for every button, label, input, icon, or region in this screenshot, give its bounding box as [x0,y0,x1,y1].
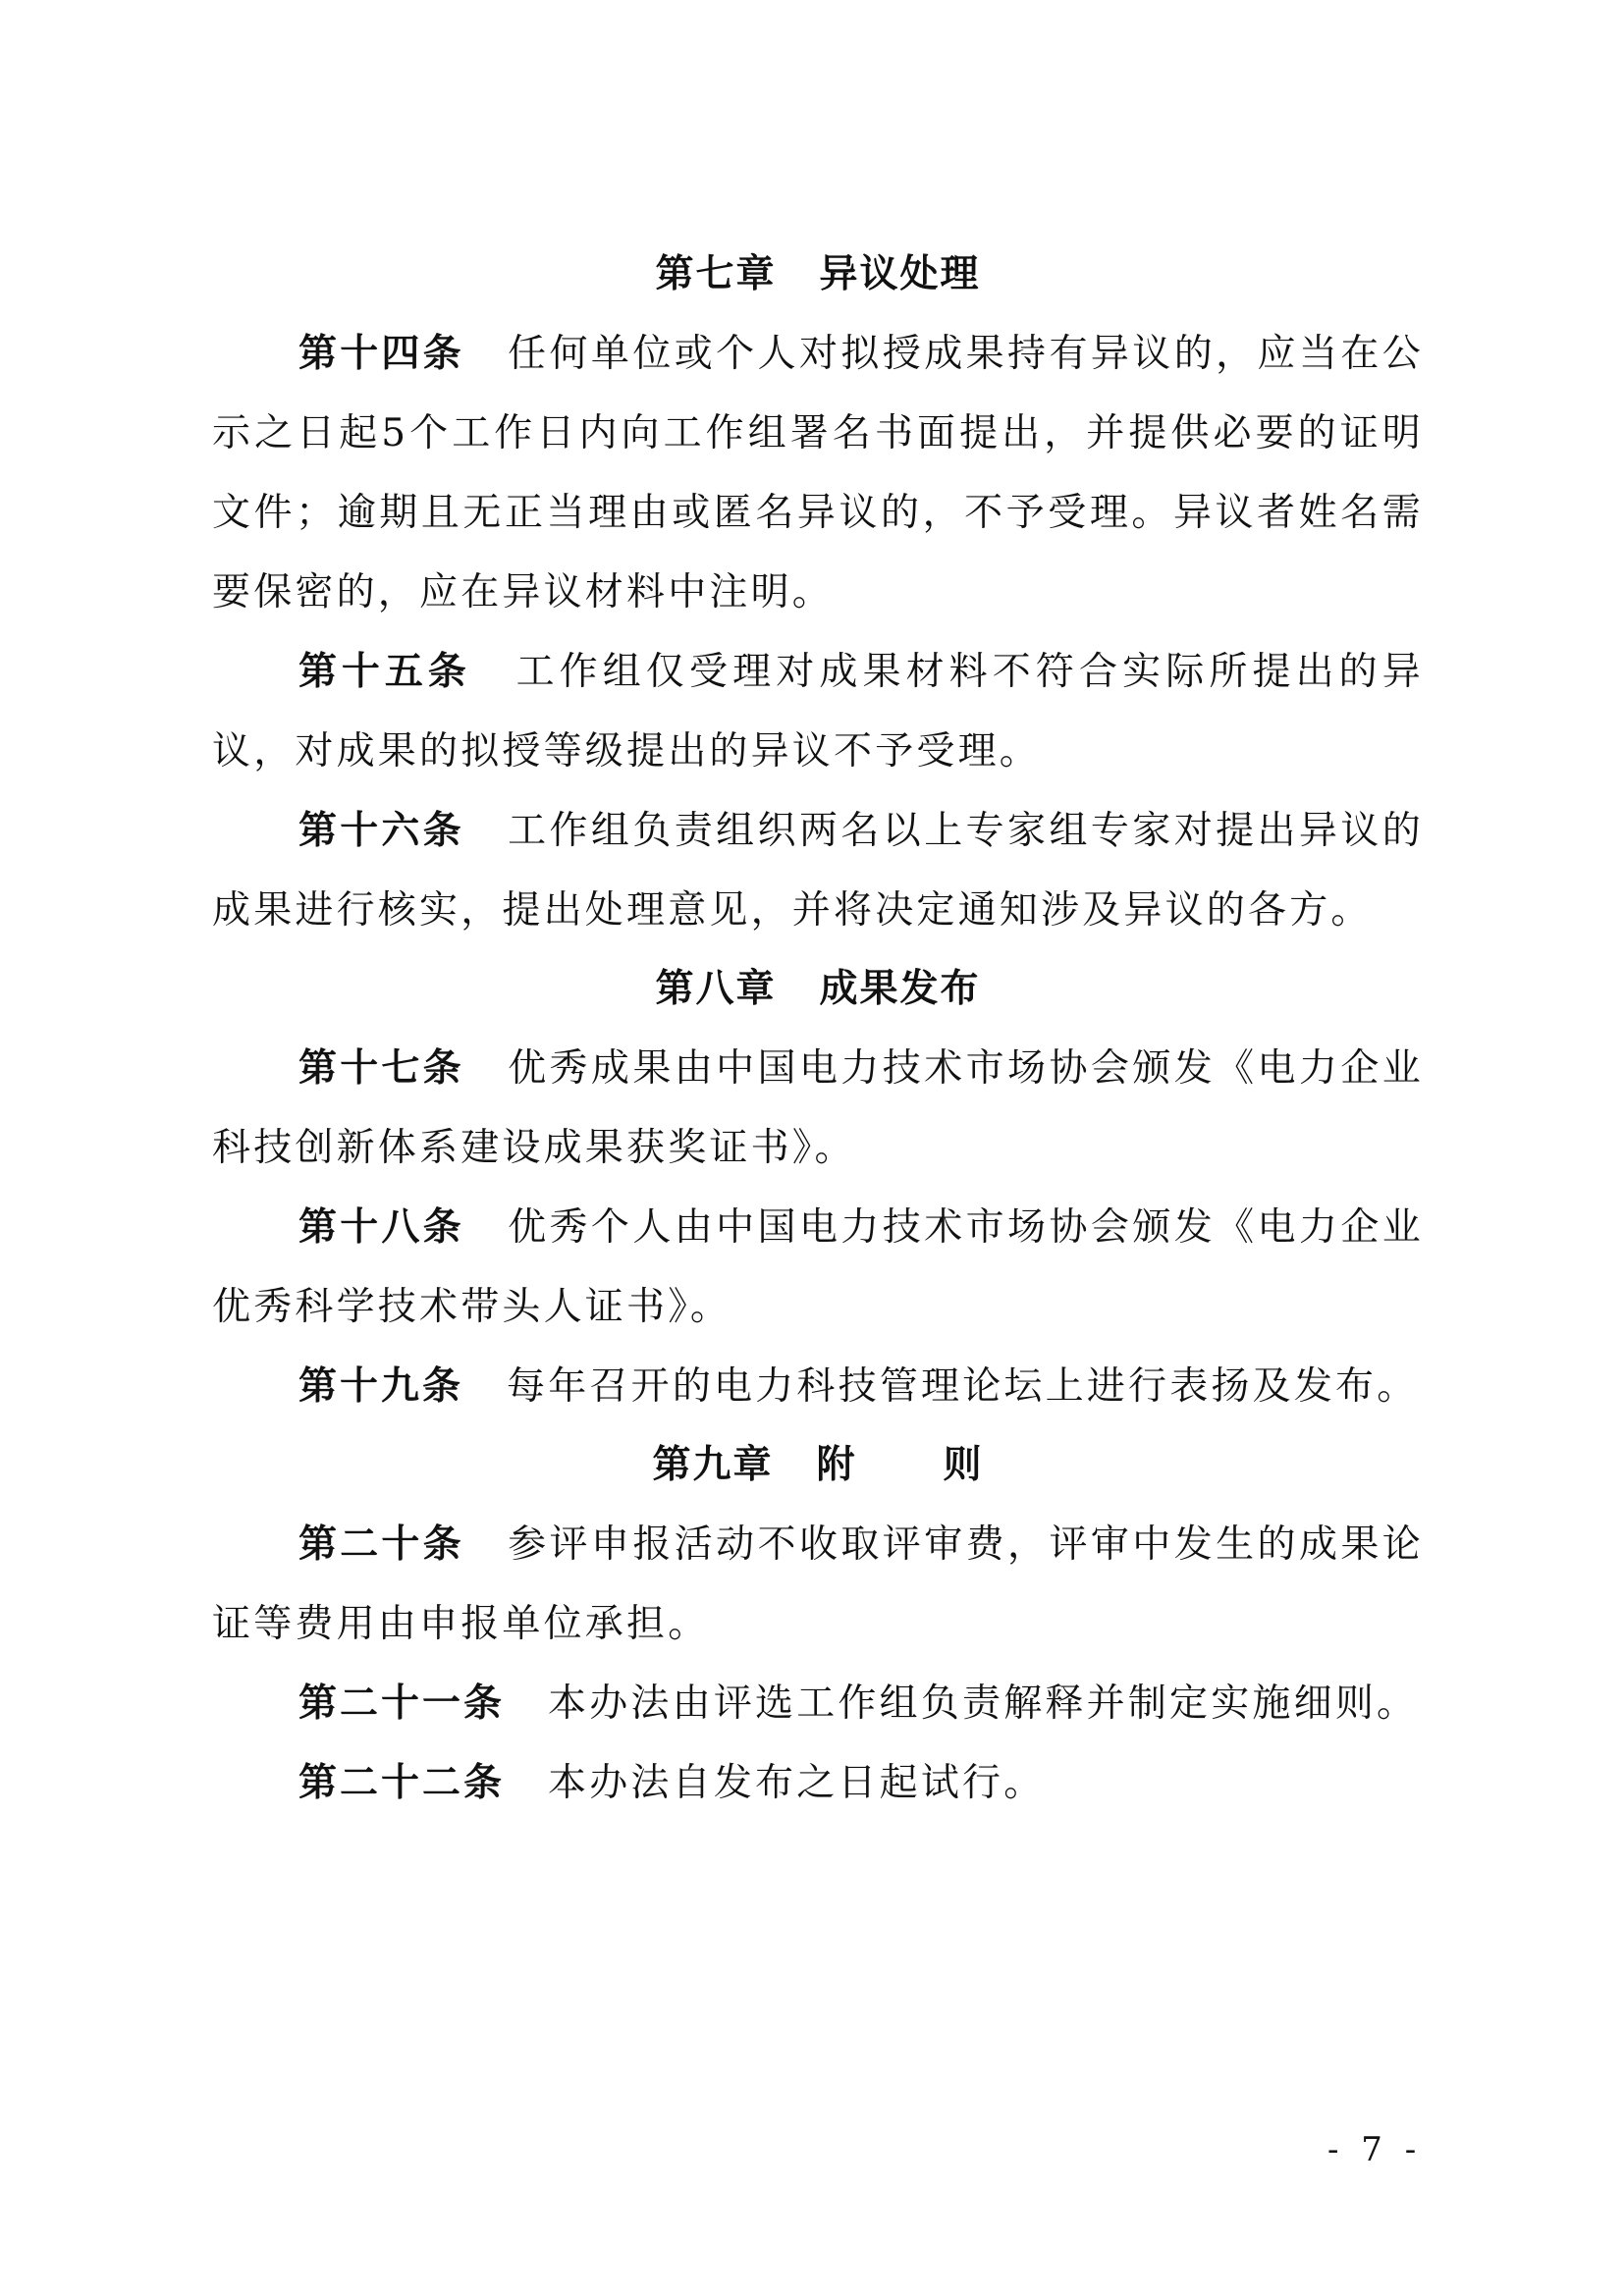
article-17-number: 第十七条 [298,1046,464,1091]
article-17-text: 优秀成果由中国电力技术市场协会颁发《电力企业科技创新体系建设成果获奖证书》。 [212,1046,1424,1170]
document-page [212,236,1424,1823]
article-19-number: 第十九条 [298,1364,464,1409]
article-18 [212,1188,1424,1347]
article-20-number: 第二十条 [298,1522,464,1567]
chapter-8-title: 成果发布 [819,967,981,1011]
article-14-number: 第十四条 [298,332,464,376]
article-19-text: 每年召开的电力科技管理论坛上进行表扬及发布。 [507,1364,1419,1409]
article-18-number: 第十八条 [298,1205,464,1250]
chapter-9-title-part-2: 则 [943,1443,984,1487]
chapter-9-number: 第九章 [652,1443,774,1487]
article-15 [212,632,1424,791]
article-15-number: 第十五条 [298,650,471,694]
chapter-9-heading [212,1426,1424,1505]
article-19 [212,1347,1424,1426]
chapter-8-number: 第八章 [655,967,777,1011]
chapter-8-heading [212,950,1424,1029]
article-22-text: 本办法自发布之日起试行。 [548,1761,1046,1805]
article-22 [212,1743,1424,1823]
chapter-7-heading [212,236,1424,314]
chapter-7-number: 第七章 [655,252,777,296]
article-15-text: 工作组仅受理对成果材料不符合实际所提出的异议，对成果的拟授等级提出的异议不予受理。 [212,650,1424,774]
article-22-number: 第二十二条 [298,1761,506,1805]
article-14 [212,314,1424,632]
article-18-text: 优秀个人由中国电力技术市场协会颁发《电力企业优秀科学技术带头人证书》。 [212,1205,1424,1329]
article-16-number: 第十六条 [298,809,464,853]
chapter-7-title: 异议处理 [819,252,981,296]
article-17 [212,1029,1424,1188]
article-20 [212,1505,1424,1664]
article-21-text: 本办法由评选工作组负责解释并制定实施细则。 [548,1682,1419,1726]
article-14-text: 任何单位或个人对拟授成果持有异议的，应当在公示之日起5个工作日内向工作组署名书面提出，并提供必要的证明文件；逾期且无正当理由或匿名异议的，不予受理。异议者姓名需要保密的，应在异议材料中注明。 [212,332,1424,614]
article-16-text: 工作组负责组织两名以上专家组专家对提出异议的成果进行核实，提出处理意见，并将决定通知涉及异议的各方。 [212,809,1424,933]
chapter-9-title-part-1: 附 [816,1443,857,1487]
article-21 [212,1664,1424,1743]
article-20-text: 参评申报活动不收取评审费，评审中发生的成果论证等费用由申报单位承担。 [212,1522,1424,1646]
article-21-number: 第二十一条 [298,1682,506,1726]
page-number: - 7 - [1327,2130,1423,2169]
article-16 [212,791,1424,950]
